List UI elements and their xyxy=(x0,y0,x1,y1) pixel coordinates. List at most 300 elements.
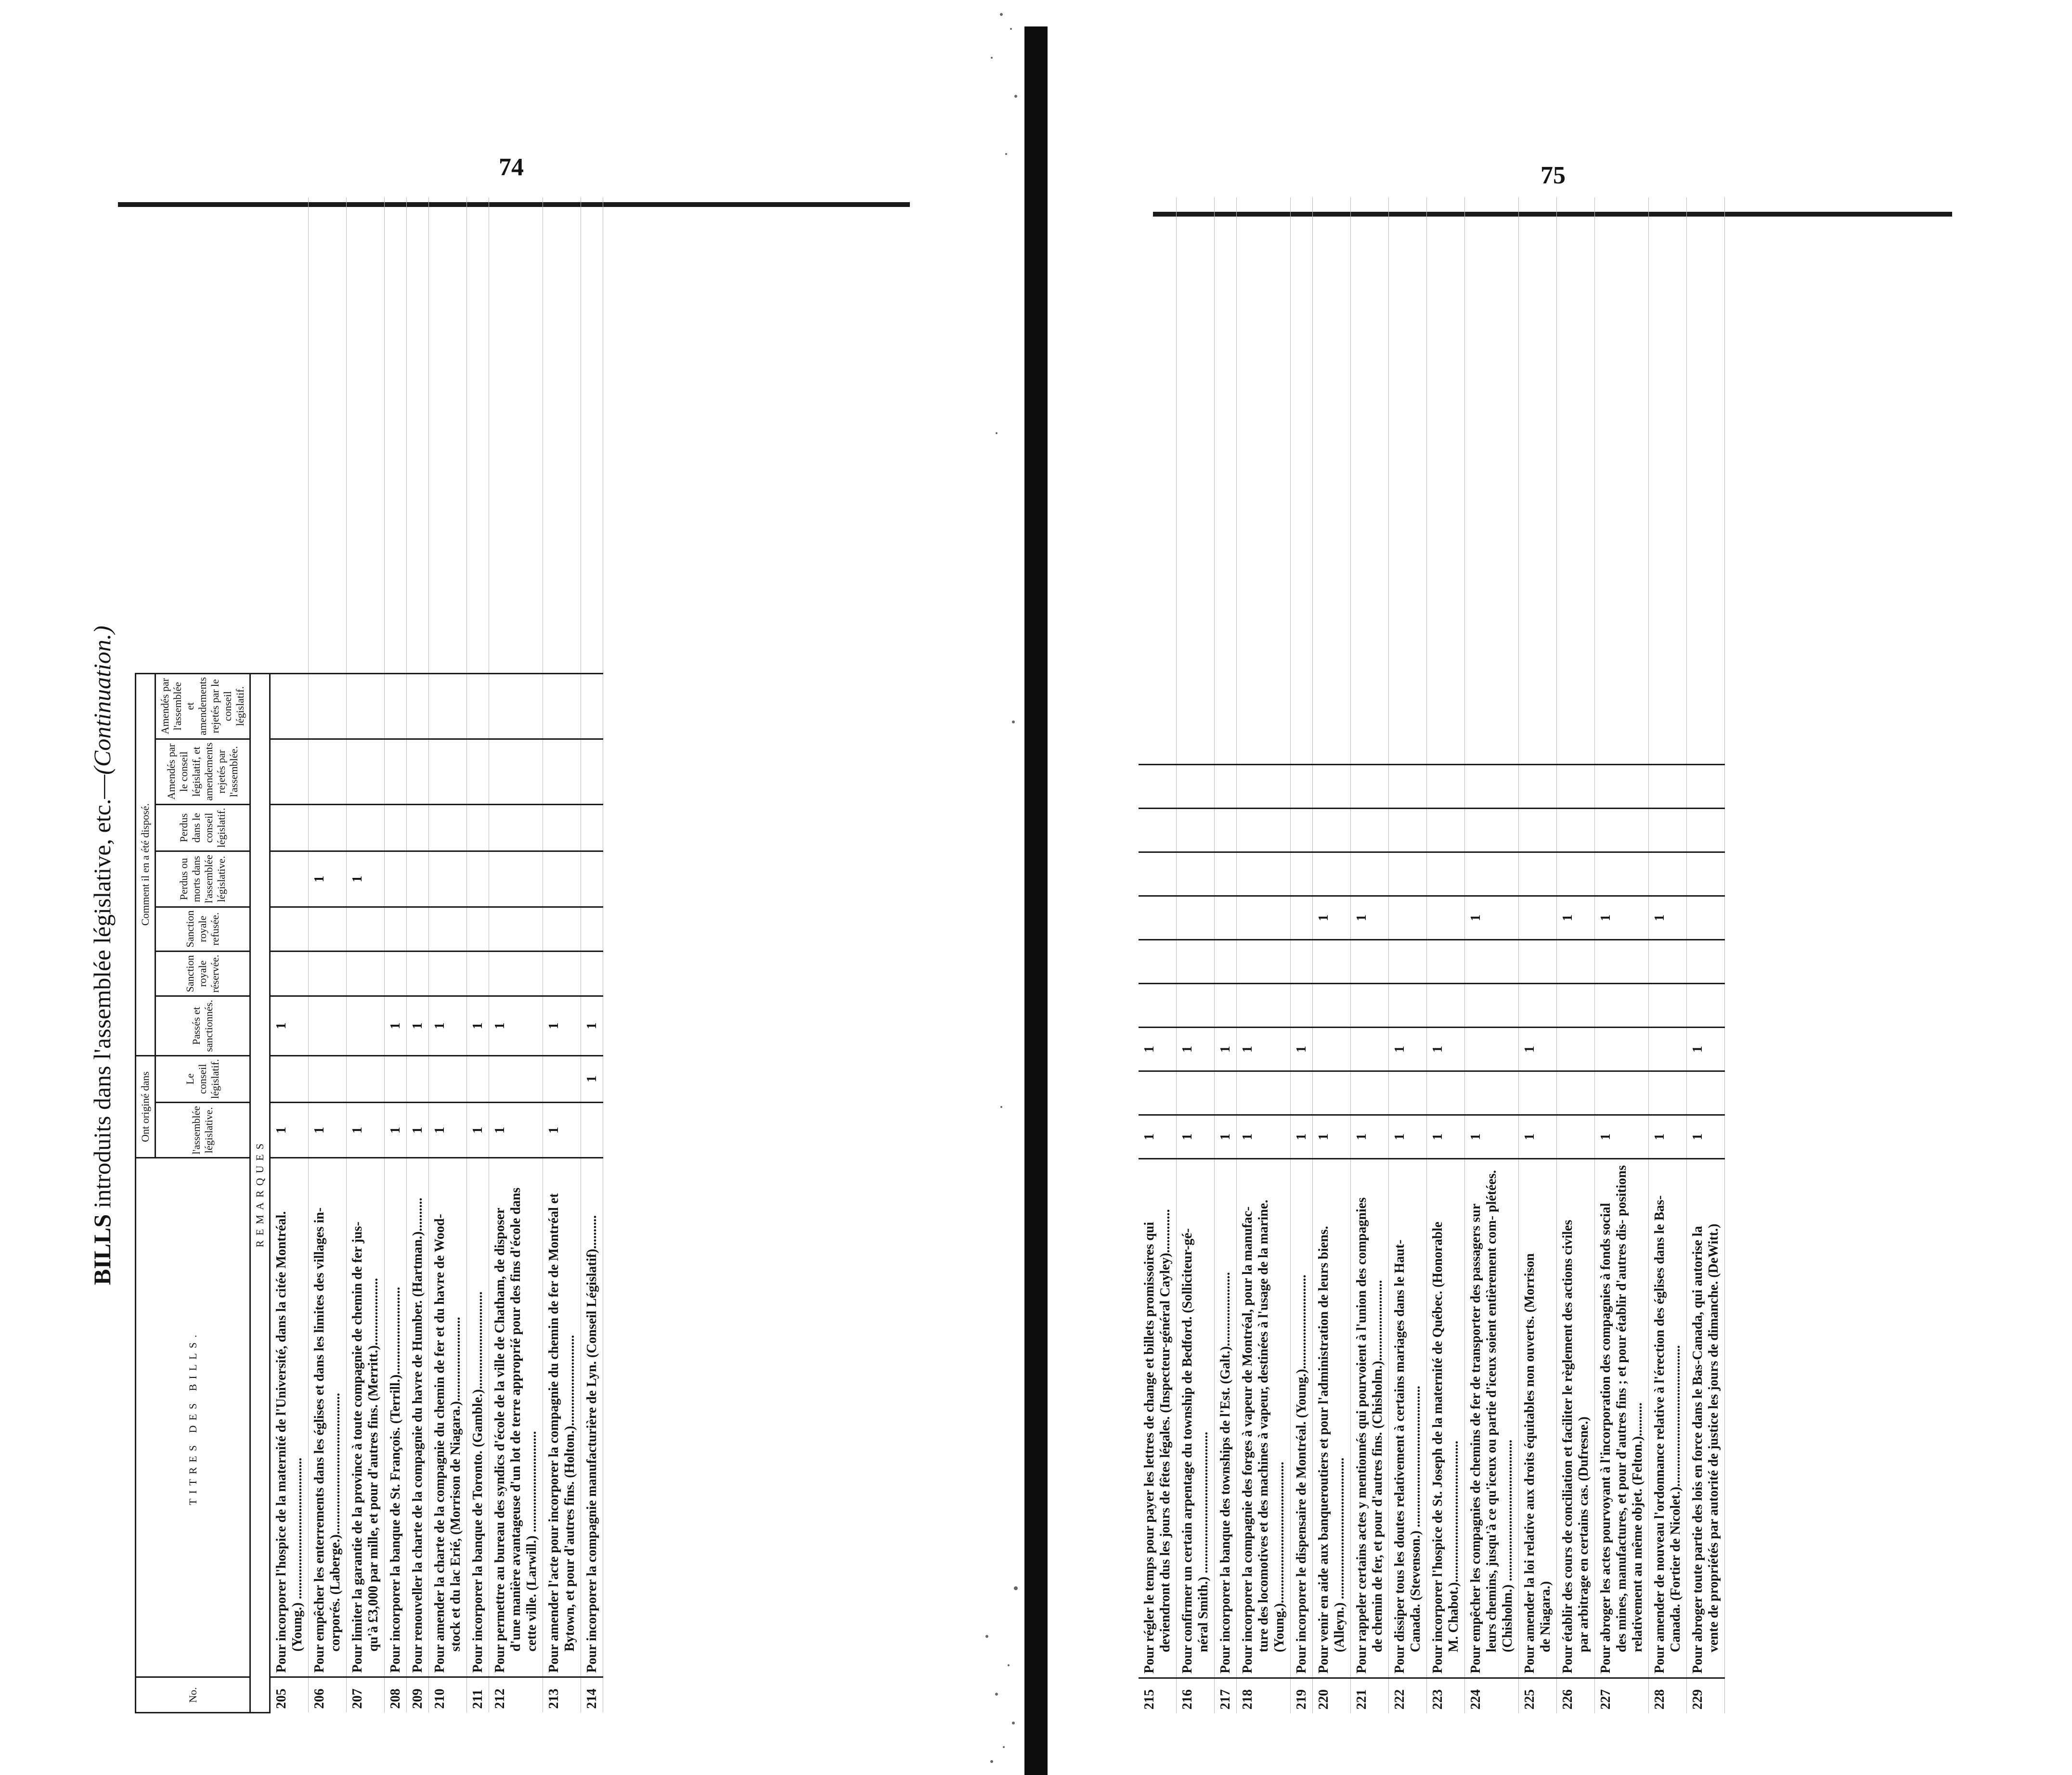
lost-council-mark xyxy=(1215,852,1237,896)
amended-assembly-mark xyxy=(1649,765,1687,809)
refused-mark xyxy=(467,907,489,951)
bill-title xyxy=(1427,1159,1465,1678)
bill-title-line2: Canada. (Fortier de Nicolet.).......................................... xyxy=(1668,1345,1683,1652)
refused-mark xyxy=(1313,940,1351,984)
lost-council-mark xyxy=(1351,852,1389,896)
reserved-mark xyxy=(1215,984,1237,1028)
remarks-cell xyxy=(1687,197,1725,765)
bill-title-line1: Pour incorporer la banque des townships de l'Est. (Galt.)...................... xyxy=(1218,1272,1233,1673)
passed-mark: 1 xyxy=(1215,1028,1237,1071)
refused-mark xyxy=(543,907,581,951)
bill-number: 220 xyxy=(1313,1678,1351,1714)
bill-title xyxy=(1177,1159,1215,1678)
amended-assembly-mark xyxy=(385,673,407,739)
origin-assembly-mark: 1 xyxy=(429,1103,467,1158)
bill-title xyxy=(1139,1159,1177,1678)
passed-mark: 1 xyxy=(489,996,543,1055)
refused-mark xyxy=(429,907,467,951)
bill-title-line2: Bytown, et pour d'autres fins. (Holton.)........................... xyxy=(562,1335,577,1652)
bill-number: 229 xyxy=(1687,1678,1725,1714)
origin-council-mark xyxy=(1687,1071,1725,1115)
bill-number: 228 xyxy=(1649,1678,1687,1714)
bill-title-line2: de chemin de fer, et pour d'autres fins. (Chisholm.)........................ xyxy=(1370,1280,1385,1652)
bill-title xyxy=(467,1158,489,1677)
passed-mark: 1 xyxy=(407,996,429,1055)
amended-council-mark xyxy=(1351,809,1389,852)
bill-row xyxy=(1313,197,1351,1713)
heading-continuation: (Continuation.) xyxy=(89,626,116,775)
amended-council-mark xyxy=(429,739,467,804)
amended-council-mark xyxy=(1291,809,1313,852)
lost-assembly-mark: 1 xyxy=(347,851,385,907)
col-header-amended-assembly: Amendés par l'assemblée et amendements rejetés par le conseil législatif. xyxy=(155,673,250,739)
remarks-cell xyxy=(1595,197,1649,765)
amended-assembly-mark xyxy=(1139,765,1177,809)
lost-council-mark xyxy=(1465,852,1519,896)
bill-title-line2: des mines, manufactures, et pour d'autres fins ; et pour établir d'autres dis- positions relativement au même objet. (Felton.).......... xyxy=(1614,1165,1645,1652)
refused-mark xyxy=(270,907,309,951)
refused-mark xyxy=(1237,940,1291,984)
right-table-body xyxy=(1139,197,1725,1713)
lost-council-mark xyxy=(429,804,467,851)
refused-mark xyxy=(347,907,385,951)
origin-assembly-mark xyxy=(581,1103,603,1158)
remarks-cell xyxy=(1139,197,1177,765)
bill-row xyxy=(385,197,407,1713)
amended-council-mark xyxy=(1649,809,1687,852)
remarks-cell xyxy=(489,197,543,673)
remarks-cell xyxy=(1465,197,1519,765)
amended-assembly-mark xyxy=(489,673,543,739)
remarks-cell xyxy=(543,197,581,673)
bill-title-line2: M. Chabot.).......................................... xyxy=(1446,1441,1461,1652)
lost-assembly-mark xyxy=(1389,896,1427,940)
bill-title-line1: Pour incorporer la banque de Toronto. (Gamble.)............................. xyxy=(470,1291,485,1673)
origin-council-mark xyxy=(1557,1071,1595,1115)
refused-mark xyxy=(1649,940,1687,984)
passed-mark: 1 xyxy=(270,996,309,1055)
origin-council-mark xyxy=(1465,1071,1519,1115)
amended-council-mark xyxy=(1557,809,1595,852)
remarks-cell xyxy=(309,197,347,673)
passed-mark xyxy=(309,996,347,1055)
reserved-mark xyxy=(407,951,429,996)
passed-mark: 1 xyxy=(1291,1028,1313,1071)
bill-title-line2: néral Smith.) .......................................... xyxy=(1196,1431,1211,1652)
passed-mark: 1 xyxy=(467,996,489,1055)
refused-mark xyxy=(1557,940,1595,984)
reserved-mark xyxy=(581,951,603,996)
bill-number: 209 xyxy=(407,1677,429,1713)
passed-mark xyxy=(1557,1028,1595,1071)
lost-assembly-mark: 1 xyxy=(1351,896,1389,940)
refused-mark xyxy=(489,907,543,951)
lost-assembly-mark: 1 xyxy=(1465,896,1519,940)
bill-row xyxy=(1237,197,1291,1713)
col-header-remarks: REMARQUES xyxy=(250,673,270,1712)
origin-council-mark xyxy=(489,1055,543,1102)
origin-assembly-mark: 1 xyxy=(1313,1115,1351,1159)
bill-title xyxy=(1595,1159,1649,1678)
bill-title xyxy=(385,1158,407,1677)
bill-number: 217 xyxy=(1215,1678,1237,1714)
bill-title-line2: d'une manière avantageuse d'un lot de terre approprié pour des fins d'école dans cette ville. (Larwill.) .............................. xyxy=(508,1187,539,1652)
col-header-no: No. xyxy=(136,1677,250,1713)
bill-row xyxy=(1427,197,1465,1713)
bill-title xyxy=(270,1158,309,1677)
origin-assembly-mark: 1 xyxy=(270,1103,309,1158)
bill-title-line1: Pour confirmer un certain arpentage du township de Bedford. (Solliciteur-gé- xyxy=(1180,1228,1195,1673)
lost-council-mark xyxy=(385,804,407,851)
bill-title-line2: leurs chemins, jusqu'à ce qu'iceux ou partie d'iceux soient entièrement com- plétées. (Chisholm.) .......................................... xyxy=(1484,1170,1515,1652)
origin-assembly-mark: 1 xyxy=(1649,1115,1687,1159)
origin-assembly-mark: 1 xyxy=(1291,1115,1313,1159)
remarks-cell xyxy=(1557,197,1595,765)
amended-council-mark xyxy=(543,739,581,804)
col-header-origin-assembly: l'assemblée législative. xyxy=(155,1103,250,1158)
lost-assembly-mark: 1 xyxy=(1595,896,1649,940)
passed-mark: 1 xyxy=(1237,1028,1291,1071)
amended-council-mark xyxy=(1687,809,1725,852)
bill-row xyxy=(1687,197,1725,1713)
page-number-right: 75 xyxy=(1541,162,1566,189)
amended-council-mark xyxy=(1595,809,1649,852)
bill-number: 222 xyxy=(1389,1678,1427,1714)
lost-council-mark xyxy=(581,804,603,851)
remarks-cell xyxy=(1649,197,1687,765)
origin-council-mark xyxy=(1649,1071,1687,1115)
bill-title-line1: Pour régler le temps pour payer les lettres de change et billets promissoires qui xyxy=(1142,1222,1157,1673)
lost-council-mark xyxy=(1139,852,1177,896)
bill-title xyxy=(407,1158,429,1677)
lost-assembly-mark: 1 xyxy=(1557,896,1595,940)
remarks-cell xyxy=(1389,197,1427,765)
amended-assembly-mark xyxy=(1465,765,1519,809)
amended-council-mark xyxy=(270,739,309,804)
origin-council-mark xyxy=(1313,1071,1351,1115)
lost-council-mark xyxy=(1177,852,1215,896)
bill-title-line1: Pour dissiper tous les doutes relativement à certains mariages dans le Haut- xyxy=(1392,1239,1407,1673)
bill-title-line2: corporés. (Laberge.).......................................... xyxy=(328,1393,343,1652)
bill-row xyxy=(1139,197,1177,1713)
lost-council-mark xyxy=(407,804,429,851)
lost-council-mark xyxy=(467,804,489,851)
refused-mark xyxy=(1465,940,1519,984)
passed-mark: 1 xyxy=(1427,1028,1465,1071)
reserved-mark xyxy=(1427,984,1465,1028)
bill-title-line2: de Niagara.) xyxy=(1538,1581,1553,1652)
bill-title-line1: Pour établir des cours de conciliation et faciliter le règlement des actions civiles xyxy=(1560,1220,1575,1673)
lost-assembly-mark xyxy=(1215,896,1237,940)
bill-number: 227 xyxy=(1595,1678,1649,1714)
bill-row xyxy=(270,197,309,1713)
bills-table-right xyxy=(1139,197,1725,1713)
bill-title xyxy=(429,1158,467,1677)
reserved-mark xyxy=(1557,984,1595,1028)
refused-mark xyxy=(1687,940,1725,984)
origin-council-mark xyxy=(309,1055,347,1102)
lost-assembly-mark xyxy=(1237,896,1291,940)
bill-title-line1: Pour venir en aide aux banqueroutiers et pour l'administration de leurs biens. xyxy=(1316,1226,1331,1673)
lost-council-mark xyxy=(1291,852,1313,896)
reserved-mark xyxy=(385,951,407,996)
bill-row xyxy=(543,197,581,1713)
amended-assembly-mark xyxy=(1595,765,1649,809)
passed-mark: 1 xyxy=(385,996,407,1055)
reserved-mark xyxy=(270,951,309,996)
lost-assembly-mark xyxy=(407,851,429,907)
scan-speckle xyxy=(944,0,1021,1775)
origin-assembly-mark: 1 xyxy=(407,1103,429,1158)
amended-assembly-mark xyxy=(543,673,581,739)
passed-mark: 1 xyxy=(581,996,603,1055)
origin-council-mark xyxy=(1237,1071,1291,1115)
col-header-lost-council: Perdus dans le conseil législatif. xyxy=(155,804,250,851)
bill-row xyxy=(1519,197,1557,1713)
origin-council-mark xyxy=(347,1055,385,1102)
remarks-cell xyxy=(1215,197,1237,765)
amended-council-mark xyxy=(1215,809,1237,852)
amended-council-mark xyxy=(1139,809,1177,852)
amended-assembly-mark xyxy=(1687,765,1725,809)
amended-assembly-mark xyxy=(1389,765,1427,809)
reserved-mark xyxy=(543,951,581,996)
remarks-cell xyxy=(1237,197,1291,765)
lost-assembly-mark xyxy=(1687,896,1725,940)
bill-row xyxy=(1177,197,1215,1713)
bill-number: 206 xyxy=(309,1677,347,1713)
bill-title-line1: Pour incorporer l'hospice de St. Joseph de la maternité de Québec. (Honorable xyxy=(1430,1222,1445,1673)
bill-title-line1: Pour amender de nouveau l'ordonnance relative à l'érection des églises dans le Bas- xyxy=(1652,1195,1667,1673)
col-header-amended-council: Amendés par le conseil législatif, et amendements rejetés par l'assemblée. xyxy=(155,739,250,804)
amended-assembly-mark xyxy=(1313,765,1351,809)
passed-mark: 1 xyxy=(1139,1028,1177,1071)
heading-rest: introduits dans l'assemblée législative, etc.— xyxy=(89,774,116,1214)
bill-title xyxy=(1519,1159,1557,1678)
origin-assembly-mark: 1 xyxy=(1351,1115,1389,1159)
origin-assembly-mark: 1 xyxy=(1389,1115,1427,1159)
passed-mark xyxy=(1595,1028,1649,1071)
bill-title-line1: Pour abroger les actes pourvoyant à l'incorporation des compagnies à fonds social xyxy=(1598,1203,1613,1673)
amended-assembly-mark xyxy=(429,673,467,739)
reserved-mark xyxy=(1465,984,1519,1028)
amended-council-mark xyxy=(1519,809,1557,852)
bill-title xyxy=(1291,1159,1313,1678)
bill-row xyxy=(1215,197,1237,1713)
bill-number: 216 xyxy=(1177,1678,1215,1714)
amended-council-mark xyxy=(1427,809,1465,852)
reserved-mark xyxy=(429,951,467,996)
lost-council-mark xyxy=(1649,852,1687,896)
lost-assembly-mark xyxy=(543,851,581,907)
book-spine xyxy=(1024,26,1048,1775)
bill-title-line1: Pour incorporer le dispensaire de Montréal. (Young.)............................ xyxy=(1294,1274,1309,1673)
lost-council-mark xyxy=(309,804,347,851)
lost-assembly-mark xyxy=(270,851,309,907)
bill-number: 207 xyxy=(347,1677,385,1713)
bill-title xyxy=(1237,1159,1291,1678)
bill-title-line2: par arbitrage en certains cas. (Dufresne.) xyxy=(1576,1416,1591,1652)
reserved-mark xyxy=(347,951,385,996)
amended-council-mark xyxy=(1313,809,1351,852)
origin-council-mark xyxy=(1389,1071,1427,1115)
origin-council-mark xyxy=(270,1055,309,1102)
amended-council-mark xyxy=(467,739,489,804)
amended-assembly-mark xyxy=(1177,765,1215,809)
origin-assembly-mark: 1 xyxy=(309,1103,347,1158)
remarks-cell xyxy=(581,197,603,673)
amended-assembly-mark xyxy=(1557,765,1595,809)
bill-title xyxy=(581,1158,603,1677)
passed-mark: 1 xyxy=(1687,1028,1725,1071)
amended-assembly-mark xyxy=(1237,765,1291,809)
bill-title-line1: Pour incorporer la compagnie des forges à vapeur de Montréal, pour la manufac- xyxy=(1240,1206,1255,1673)
reserved-mark xyxy=(1313,984,1351,1028)
bill-row xyxy=(309,197,347,1713)
bill-row xyxy=(1557,197,1595,1713)
origin-assembly-mark: 1 xyxy=(543,1103,581,1158)
bill-title xyxy=(1687,1159,1725,1678)
bill-title xyxy=(1465,1159,1519,1678)
lost-council-mark xyxy=(1687,852,1725,896)
col-header-refused: Sanction royale refusée. xyxy=(155,907,250,951)
amended-council-mark xyxy=(1177,809,1215,852)
bill-title-line2: ture des locomotives et des machines à vapeur, destinées à l'usage de la marine. (Young.).......................................... xyxy=(1256,1199,1287,1652)
origin-assembly-mark: 1 xyxy=(347,1103,385,1158)
origin-assembly-mark: 1 xyxy=(1519,1115,1557,1159)
bill-title-line1: Pour empêcher les compagnies de chemins de fer de transporter des passagers sur xyxy=(1468,1203,1483,1673)
bill-row xyxy=(489,197,543,1713)
reserved-mark xyxy=(1389,984,1427,1028)
bill-title xyxy=(1313,1159,1351,1678)
refused-mark xyxy=(407,907,429,951)
origin-assembly-mark: 1 xyxy=(1595,1115,1649,1159)
bill-title xyxy=(1557,1159,1595,1678)
amended-assembly-mark xyxy=(1215,765,1237,809)
passed-mark xyxy=(1313,1028,1351,1071)
bill-title-line2: stock et du lac Erié, (Morrison de Niagara.)......................... xyxy=(448,1317,463,1652)
origin-council-mark xyxy=(467,1055,489,1102)
amended-council-mark xyxy=(385,739,407,804)
bill-row xyxy=(467,197,489,1713)
bill-number: 215 xyxy=(1139,1678,1177,1714)
col-header-titles: TITRES DES BILLS. xyxy=(136,1158,250,1677)
bill-row xyxy=(407,197,429,1713)
amended-council-mark xyxy=(489,739,543,804)
bill-title-line1: Pour amender la loi relative aux droits équitables non ouverts. (Morrison xyxy=(1522,1253,1537,1673)
remarks-cell xyxy=(385,197,407,673)
origin-council-mark xyxy=(407,1055,429,1102)
amended-assembly-mark xyxy=(1291,765,1313,809)
reserved-mark xyxy=(1237,984,1291,1028)
passed-mark xyxy=(1351,1028,1389,1071)
bill-number: 219 xyxy=(1291,1678,1313,1714)
bill-number: 208 xyxy=(385,1677,407,1713)
col-header-origin-council: Le conseil législatif. xyxy=(155,1055,250,1102)
origin-assembly-mark: 1 xyxy=(1215,1115,1237,1159)
lost-council-mark xyxy=(543,804,581,851)
amended-assembly-mark xyxy=(581,673,603,739)
origin-assembly-mark: 1 xyxy=(1237,1115,1291,1159)
remarks-cell xyxy=(270,197,309,673)
lost-council-mark xyxy=(1389,852,1427,896)
passed-mark: 1 xyxy=(429,996,467,1055)
reserved-mark xyxy=(1649,984,1687,1028)
bill-title xyxy=(489,1158,543,1677)
origin-council-mark xyxy=(1177,1071,1215,1115)
bill-number: 212 xyxy=(489,1677,543,1713)
reserved-mark xyxy=(1139,984,1177,1028)
origin-council-mark xyxy=(1519,1071,1557,1115)
refused-mark xyxy=(1351,940,1389,984)
bill-number: 225 xyxy=(1519,1678,1557,1714)
refused-mark xyxy=(309,907,347,951)
origin-assembly-mark: 1 xyxy=(1177,1115,1215,1159)
refused-mark xyxy=(1427,940,1465,984)
refused-mark xyxy=(1291,940,1313,984)
lost-council-mark xyxy=(1557,852,1595,896)
bill-row xyxy=(1465,197,1519,1713)
reserved-mark xyxy=(1291,984,1313,1028)
bill-title-line2: Canada. (Stevenson.) .......................................... xyxy=(1408,1386,1423,1652)
reserved-mark xyxy=(489,951,543,996)
remarks-cell xyxy=(429,197,467,673)
passed-mark xyxy=(347,996,385,1055)
amended-council-mark xyxy=(1237,809,1291,852)
lost-assembly-mark: 1 xyxy=(1649,896,1687,940)
lost-assembly-mark xyxy=(581,851,603,907)
origin-assembly-mark: 1 xyxy=(1427,1115,1465,1159)
bill-row xyxy=(429,197,467,1713)
remarks-cell xyxy=(1291,197,1313,765)
lost-council-mark xyxy=(1237,852,1291,896)
col-header-dispose-group: Comment il en a été disposé. xyxy=(136,673,155,1055)
reserved-mark xyxy=(309,951,347,996)
reserved-mark xyxy=(1177,984,1215,1028)
remarks-cell xyxy=(1177,197,1215,765)
amended-assembly-mark xyxy=(309,673,347,739)
refused-mark xyxy=(1595,940,1649,984)
reserved-mark xyxy=(1519,984,1557,1028)
bill-title-line2: (Alleyn.) .......................................... xyxy=(1332,1457,1347,1652)
bill-title-line1: Pour incorporer l'hospice de la maternité de l'Université, dans la citée Montréal. xyxy=(274,1211,289,1673)
origin-council-mark xyxy=(1595,1071,1649,1115)
amended-assembly-mark xyxy=(407,673,429,739)
bill-number: 213 xyxy=(543,1677,581,1713)
bill-title xyxy=(543,1158,581,1677)
origin-council-mark: 1 xyxy=(581,1055,603,1102)
remarks-cell xyxy=(1519,197,1557,765)
bill-title-line2: vente de propriétés par autorité de justice les jours de dimanche. (DeWitt.) xyxy=(1706,1223,1721,1652)
bill-number: 214 xyxy=(581,1677,603,1713)
lost-council-mark xyxy=(270,804,309,851)
remarks-header-row xyxy=(250,197,270,1713)
origin-council-mark xyxy=(1215,1071,1237,1115)
lost-assembly-mark xyxy=(1427,896,1465,940)
refused-mark xyxy=(1215,940,1237,984)
lost-assembly-mark xyxy=(1519,896,1557,940)
origin-council-mark xyxy=(1427,1071,1465,1115)
reserved-mark xyxy=(467,951,489,996)
amended-assembly-mark xyxy=(1351,765,1389,809)
origin-council-mark xyxy=(1139,1071,1177,1115)
remarks-cell xyxy=(1313,197,1351,765)
origin-assembly-mark: 1 xyxy=(1687,1115,1725,1159)
bill-number: 221 xyxy=(1351,1678,1389,1714)
passed-mark: 1 xyxy=(1519,1028,1557,1071)
passed-mark xyxy=(1465,1028,1519,1071)
refused-mark xyxy=(1519,940,1557,984)
